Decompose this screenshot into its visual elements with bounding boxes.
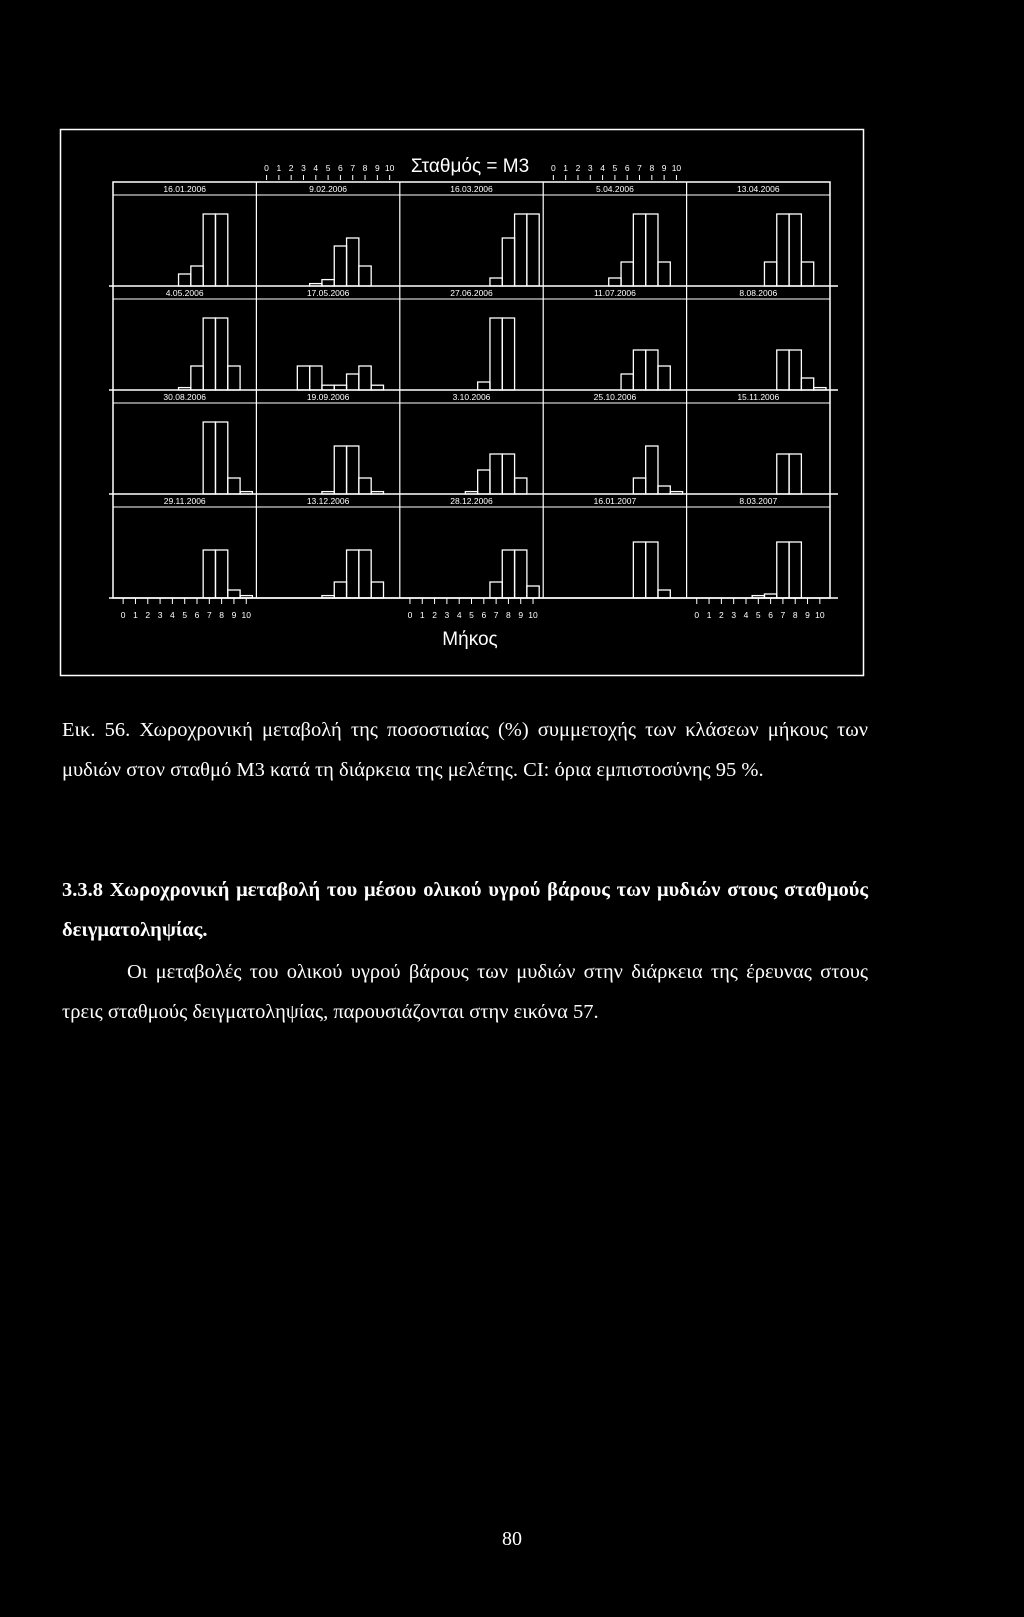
panel-date-label: 13.12.2006	[306, 496, 350, 506]
histogram-bar	[609, 278, 621, 286]
histogram-bar	[215, 214, 227, 286]
histogram-bar	[347, 238, 359, 286]
histogram-bar	[801, 378, 813, 390]
histogram-bar	[658, 590, 670, 598]
bottom-tick-label: 8	[506, 610, 511, 620]
panel-date-label: 16.01.2006	[163, 184, 206, 194]
top-tick-label: 10	[671, 163, 682, 173]
panel-date-label: 16.03.2006	[450, 184, 493, 194]
top-tick-label: 5	[325, 163, 331, 173]
x-axis-label: Μήκος	[442, 629, 498, 650]
bottom-tick-label: 9	[518, 610, 524, 620]
top-tick-label: 0	[550, 163, 556, 173]
histogram-bar	[646, 214, 658, 286]
histogram-bar	[478, 470, 490, 494]
histogram-bar	[334, 446, 346, 494]
histogram-bar	[203, 318, 215, 390]
histogram-bar	[334, 246, 346, 286]
histogram-bar	[658, 486, 670, 494]
histogram-bar	[633, 214, 645, 286]
bottom-tick-label: 6	[194, 610, 200, 620]
plot-area	[109, 163, 838, 620]
histogram-bar	[191, 266, 203, 286]
panel-date-label: 8.08.2006	[739, 288, 778, 298]
histogram-bar	[789, 454, 801, 494]
panel-date-label: 28.12.2006	[450, 496, 493, 506]
histogram-bar	[191, 366, 203, 390]
histogram-bar	[646, 446, 658, 494]
histogram-bar	[658, 262, 670, 286]
histogram-bar	[502, 550, 514, 598]
histogram-bar	[334, 582, 346, 598]
histogram-bar	[359, 266, 371, 286]
top-tick-label: 2	[288, 163, 294, 173]
histogram-bar	[228, 366, 240, 390]
bottom-tick-label: 5	[182, 610, 188, 620]
bottom-tick-label: 1	[133, 610, 138, 620]
top-tick-label: 5	[612, 163, 618, 173]
histogram-bar	[179, 274, 191, 286]
histogram-bar	[502, 238, 514, 286]
panel-date-label: 4.05.2006	[165, 288, 204, 298]
body-paragraph: Οι μεταβολές του ολικού υγρού βάρους των μυδιών στην διάρκεια της έρευνας στους τρεις σταθμούς δειγματοληψίας, παρουσιάζονται στην εικόνα 57.	[62, 961, 868, 1023]
bottom-tick-label: 5	[755, 610, 761, 620]
panel-date-label: 15.11.2006	[737, 392, 780, 402]
bottom-tick-label: 4	[170, 610, 175, 620]
bottom-tick-label: 2	[719, 610, 724, 620]
histogram-bar	[502, 318, 514, 390]
histogram-bar	[347, 446, 359, 494]
histogram-bar	[515, 214, 527, 286]
bottom-tick-label: 3	[157, 610, 163, 620]
histogram-bar	[228, 590, 240, 598]
histogram-bar	[789, 542, 801, 598]
bottom-tick-label: 0	[407, 610, 413, 620]
histogram-bar	[359, 366, 371, 390]
histogram-bar	[490, 454, 502, 494]
top-tick-label: 8	[362, 163, 368, 173]
histogram-bar	[633, 542, 645, 598]
top-tick-label: 7	[637, 163, 642, 173]
top-tick-label: 8	[649, 163, 655, 173]
histogram-bar	[478, 382, 490, 390]
bottom-tick-label: 7	[493, 610, 499, 620]
histogram-bar	[347, 550, 359, 598]
bottom-tick-label: 10	[815, 610, 825, 620]
chart-title: Σταθμός = Μ3	[410, 156, 530, 177]
histogram-bar	[658, 366, 670, 390]
top-tick-label: 4	[313, 163, 319, 173]
bottom-tick-label: 2	[145, 610, 151, 620]
histogram-bar	[621, 374, 633, 390]
histogram-bar	[621, 262, 633, 286]
panel-date-label: 30.08.2006	[163, 392, 206, 402]
histogram-bar	[359, 478, 371, 494]
panel-date-label: 3.10.2006	[452, 392, 491, 402]
bottom-tick-label: 10	[241, 610, 251, 620]
histogram-bar	[322, 280, 334, 286]
panel-date-label: 29.11.2006	[163, 496, 206, 506]
bottom-tick-label: 1	[706, 610, 712, 620]
histogram-bar	[646, 542, 658, 598]
top-tick-label: 9	[661, 163, 667, 173]
panel-date-label: 25.10.2006	[593, 392, 637, 402]
histogram-bar	[215, 550, 227, 598]
panel-date-label: 9.02.2006	[309, 184, 348, 194]
length-frequency-chart	[0, 0, 1024, 700]
histogram-bar	[527, 214, 539, 286]
histogram-bar	[633, 478, 645, 494]
bottom-tick-label: 1	[419, 610, 425, 620]
histogram-bar	[777, 454, 789, 494]
histogram-bar	[764, 262, 776, 286]
histogram-bar	[515, 478, 527, 494]
bottom-tick-label: 2	[432, 610, 437, 620]
histogram-bar	[347, 374, 359, 390]
top-tick-label: 2	[575, 163, 581, 173]
histogram-bar	[228, 478, 240, 494]
top-tick-label: 3	[587, 163, 593, 173]
histogram-bar	[203, 422, 215, 494]
histogram-bar	[310, 366, 322, 390]
histogram-bar	[789, 214, 801, 286]
section-heading: 3.3.8 Χωροχρονική μεταβολή του μέσου ολικού υγρού βάρους των μυδιών στους σταθμούς δειγματοληψίας.	[62, 879, 868, 941]
histogram-bar	[777, 214, 789, 286]
panel-date-label: 16.01.2007	[593, 496, 637, 506]
panel-date-label: 19.09.2006	[306, 392, 350, 402]
histogram-bar	[203, 550, 215, 598]
panel-date-label: 5.04.2006	[595, 184, 634, 194]
histogram-bar	[527, 586, 539, 598]
top-tick-label: 7	[350, 163, 356, 173]
bottom-tick-label: 8	[219, 610, 224, 620]
top-tick-label: 1	[563, 163, 569, 173]
bottom-tick-label: 0	[694, 610, 700, 620]
histogram-bar	[297, 366, 309, 390]
histogram-bar	[203, 214, 215, 286]
histogram-bar	[502, 454, 514, 494]
bottom-tick-label: 3	[731, 610, 737, 620]
histogram-bar	[515, 550, 527, 598]
histogram-bar	[777, 350, 789, 390]
histogram-bar	[371, 582, 383, 598]
top-tick-label: 10	[384, 163, 395, 173]
top-tick-label: 1	[276, 163, 282, 173]
histogram-bar	[490, 318, 502, 390]
bottom-tick-label: 3	[444, 610, 450, 620]
histogram-bar	[359, 550, 371, 598]
bottom-tick-label: 6	[481, 610, 487, 620]
top-tick-label: 4	[600, 163, 605, 173]
bottom-tick-label: 9	[231, 610, 237, 620]
bottom-tick-label: 7	[780, 610, 786, 620]
top-tick-label: 6	[338, 163, 343, 173]
bottom-tick-label: 4	[743, 610, 749, 620]
panel-date-label: 13.04.2006	[737, 184, 780, 194]
panel-date-label: 8.03.2007	[739, 496, 778, 506]
panel-date-label: 17.05.2006	[306, 288, 350, 298]
histogram-bar	[490, 582, 502, 598]
bottom-tick-label: 8	[792, 610, 798, 620]
bottom-tick-label: 5	[469, 610, 474, 620]
histogram-bar	[646, 350, 658, 390]
histogram-bar	[215, 422, 227, 494]
histogram-bar	[490, 278, 502, 286]
top-tick-label: 0	[264, 163, 269, 173]
top-tick-label: 9	[374, 163, 380, 173]
histogram-bar	[215, 318, 227, 390]
bottom-tick-label: 10	[528, 610, 538, 620]
histogram-bar	[777, 542, 789, 598]
bottom-tick-label: 4	[456, 610, 462, 620]
bottom-tick-label: 9	[805, 610, 810, 620]
figure-caption: Εικ. 56. Χωροχρονική μεταβολή της ποσοστιαίας (%) συμμετοχής των κλάσεων μήκους των μυδιών στον σταθμό Μ3 κατά τη διάρκεια της μελέτης. CI: όρια εμπιστοσύνης 95 %.	[62, 719, 868, 781]
page-number: 80	[502, 1528, 522, 1550]
histogram-bar	[633, 350, 645, 390]
panel-date-label: 11.07.2006	[593, 288, 636, 298]
bottom-tick-label: 0	[120, 610, 126, 620]
bottom-tick-label: 7	[206, 610, 212, 620]
panel-date-label: 27.06.2006	[450, 288, 493, 298]
histogram-bar	[801, 262, 813, 286]
top-tick-label: 3	[301, 163, 306, 173]
bottom-tick-label: 6	[768, 610, 773, 620]
top-tick-label: 6	[624, 163, 630, 173]
histogram-bar	[789, 350, 801, 390]
